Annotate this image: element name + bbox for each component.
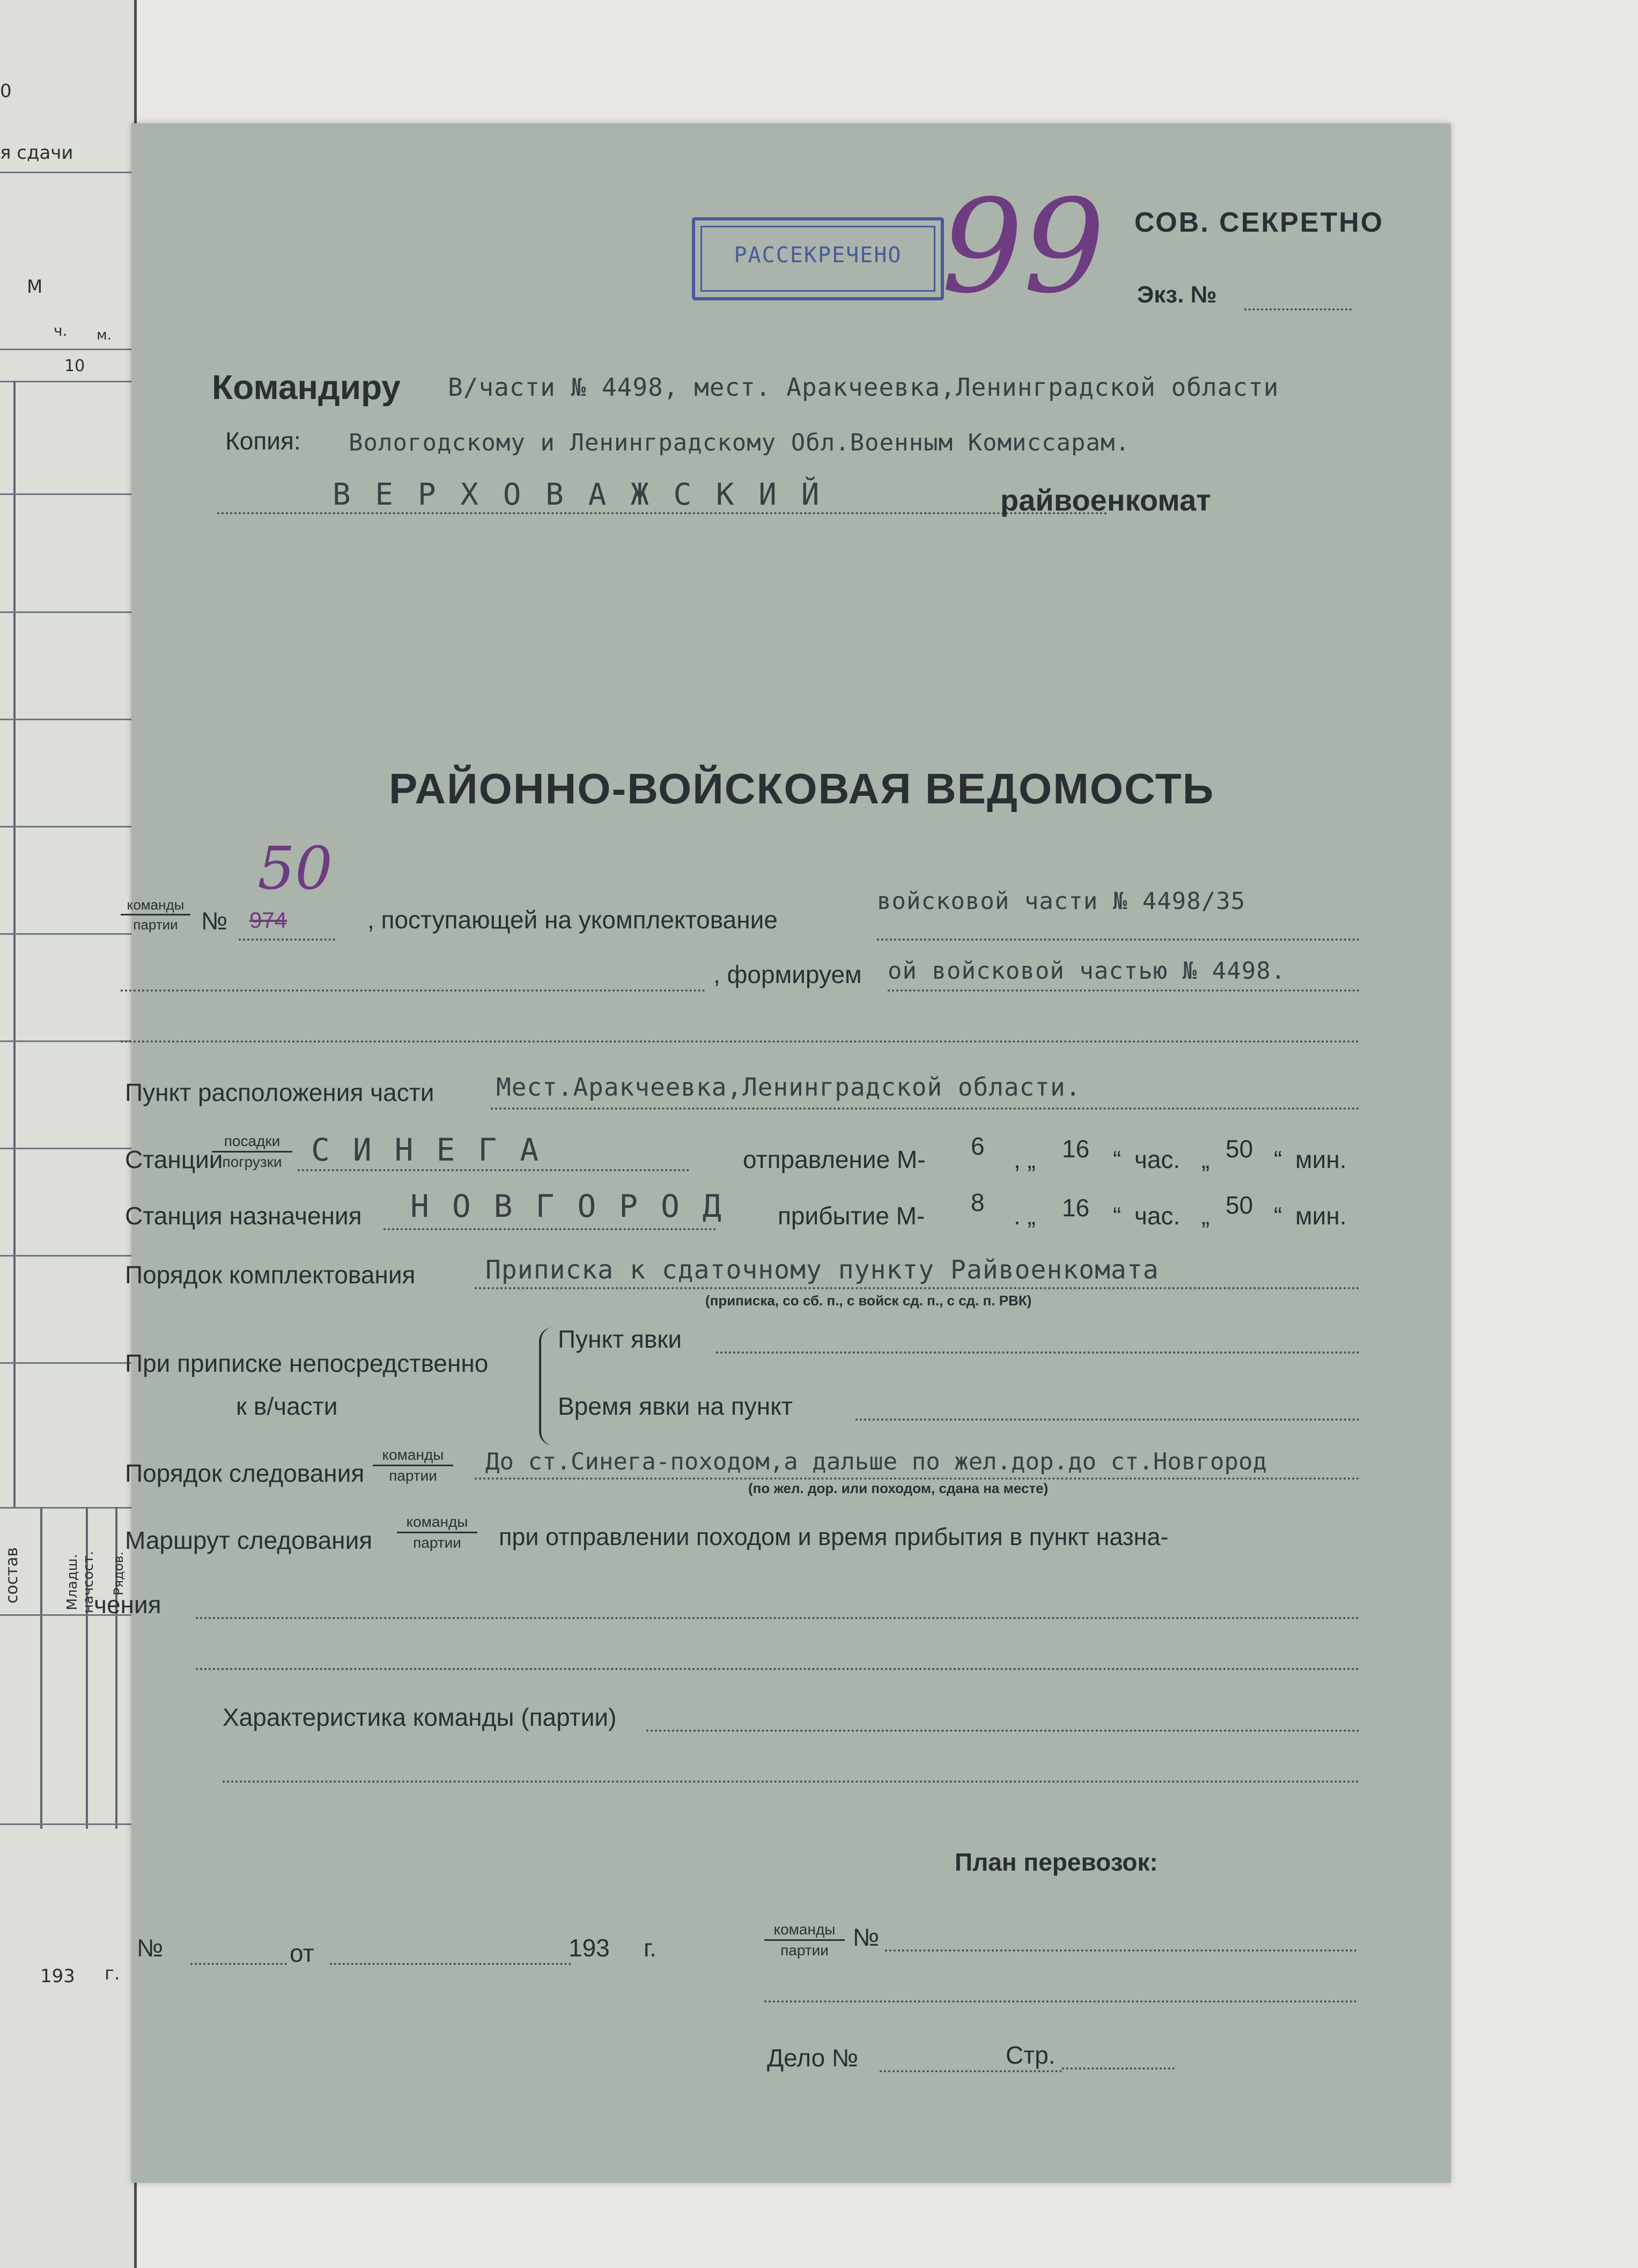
lp-rule [0, 1148, 134, 1149]
departure-month: 6 [971, 1132, 985, 1160]
route-order-label: Порядок следования [125, 1459, 365, 1487]
arrival-day: 16 [1062, 1194, 1090, 1222]
departure-hour-label: час. [1134, 1146, 1180, 1173]
page-number-label: Стр. [1006, 2041, 1056, 2069]
lp-header-junior: Младш. начсост. [64, 1550, 97, 1614]
destination-field [383, 1228, 716, 1230]
lp-header-rank: Рядов. [110, 1552, 126, 1595]
lp-rule [0, 381, 134, 382]
march-field [196, 1617, 1360, 1619]
station-frac-top: посадки [212, 1132, 292, 1153]
team-frac-bottom: партии [133, 917, 178, 933]
addressee-value: В/части № 4498, мест. Аракчеевка,Ленинградской области [448, 373, 1279, 402]
formed-field-left [121, 989, 705, 992]
lp-rule [0, 1040, 134, 1042]
office-name: В Е Р Х О В А Ж С К И Й [333, 477, 823, 512]
quote-mark: „ [1201, 1202, 1210, 1230]
route-frac-top: команды [373, 1445, 453, 1466]
plan-number-label: № [853, 1923, 880, 1951]
route-order-field [475, 1477, 1360, 1480]
lp-rule [0, 1255, 134, 1257]
quote-mark: „ [1201, 1146, 1210, 1173]
intake-label: , поступающей на укомплектование [367, 906, 778, 934]
doc-number-label: № [137, 1934, 164, 1962]
quote-mark: “ [1113, 1202, 1121, 1230]
station-frac-bottom: погрузки [222, 1154, 282, 1170]
march-field-2 [196, 1668, 1360, 1670]
route-order-value: До ст.Синега-походом,а дальше по жел.дор.до ст.Новгород [485, 1448, 1267, 1475]
lp-table-border [13, 381, 16, 1507]
document-title: РАЙОННО-ВОЙСКОВАЯ ВЕДОМОСТЬ [389, 765, 1215, 812]
characteristic-field [646, 1730, 1360, 1732]
lp-fragment-h: ч. [54, 322, 68, 339]
doc-number-field [190, 1963, 287, 1965]
destination-value: Н О В Г О Р О Д [410, 1188, 724, 1224]
intake-value: войсковой части № 4498/35 [877, 888, 1246, 915]
departure-label: отправление М- [743, 1146, 926, 1173]
route-order-hint: (по жел. дор. или походом, сдана на месте) [748, 1480, 1049, 1496]
lp-fragment-min: м. [97, 327, 112, 343]
march-label-tail: при отправлении походом и время прибытия в пункт назна- [499, 1523, 1169, 1550]
lp-rule [0, 493, 134, 495]
handwritten-archive-number: 99 [941, 172, 1105, 322]
march-frac-bottom: партии [413, 1534, 461, 1551]
copy-number-field [1244, 308, 1352, 311]
quote-mark: “ [1113, 1146, 1121, 1173]
assign-label-1: При приписке непосредственно [125, 1349, 489, 1377]
team-number-field [239, 939, 335, 941]
location-label: Пункт расположения части [125, 1078, 434, 1106]
station-field [298, 1169, 689, 1171]
lp-fragment-10: 10 [64, 357, 85, 375]
destination-label: Станция назначения [125, 1202, 362, 1230]
case-number-field [880, 2070, 1062, 2072]
doc-date-field [330, 1963, 571, 1965]
lp-rule [0, 1362, 134, 1364]
lp-rule [0, 1507, 134, 1509]
characteristic-label: Характеристика команды (партии) [223, 1703, 617, 1731]
lp-rule [0, 719, 134, 720]
plan-extra-field [764, 2000, 1357, 2003]
stamp-text: РАССЕКРЕЧЕНО [734, 243, 902, 268]
lp-rule [0, 349, 134, 350]
addressee-label: Командиру [212, 368, 401, 407]
arrival-label: прибытие М- [778, 1202, 925, 1230]
staffing-value: Приписка к сдаточному пункту Райвоенкомата [485, 1255, 1159, 1285]
quote-mark: “ [1274, 1146, 1282, 1173]
assign-point-field [716, 1351, 1360, 1354]
departure-min-label: мин. [1295, 1146, 1347, 1173]
previous-page [0, 0, 137, 2268]
assign-point-label: Пункт явки [558, 1325, 682, 1353]
lp-rule [0, 172, 134, 173]
lp-year-suffix: г. [105, 1963, 120, 1984]
arrival-month: 8 [971, 1188, 985, 1216]
page-number-field [1062, 2067, 1175, 2070]
declassified-stamp [692, 217, 944, 300]
staffing-label: Порядок комплектования [125, 1261, 416, 1289]
location-value: Мест.Аракчеевка,Ленинградской области. [496, 1073, 1081, 1102]
plan-fraction [764, 1920, 845, 1960]
copy-number-label: Экз. № [1137, 282, 1217, 308]
team-number-prefix: № [201, 907, 228, 935]
route-frac-bottom: партии [389, 1467, 437, 1484]
copy-to-value: Вологодскому и Ленинградскому Обл.Военным Комиссарам. [349, 429, 1130, 456]
station-label: Станции [125, 1146, 223, 1173]
case-number-label: Дело № [767, 2044, 859, 2072]
formed-label: , формируем [713, 961, 862, 988]
team-number-crossed: 974 [249, 907, 287, 933]
lp-year: 193 [40, 1966, 75, 1987]
plan-frac-top: команды [764, 1920, 845, 1941]
characteristic-field-2 [223, 1781, 1360, 1783]
lp-fragment-0: 0 [0, 80, 12, 102]
lp-header-composition: состав [2, 1547, 21, 1604]
lp-rule [0, 826, 134, 828]
staffing-field [475, 1287, 1360, 1289]
arrival-hour-label: час. [1134, 1202, 1180, 1230]
assign-label-2: к в/части [236, 1392, 338, 1420]
secrecy-label: СОВ. СЕКРЕТНО [1134, 207, 1384, 238]
quote-mark: . „ [1014, 1202, 1036, 1230]
doc-from-label: от [290, 1939, 314, 1967]
lp-fragment-m: М [27, 276, 43, 298]
doc-year-suffix: г. [644, 1934, 656, 1962]
lp-table-border [40, 1507, 42, 1829]
assign-time-field [855, 1419, 1360, 1421]
assign-brace [539, 1327, 553, 1445]
office-suffix: райвоенкомат [1000, 483, 1211, 517]
formed-field [888, 989, 1360, 992]
departure-min: 50 [1226, 1135, 1253, 1163]
doc-year-label: 193 [569, 1934, 610, 1962]
plan-frac-bottom: партии [780, 1942, 829, 1959]
route-fraction [373, 1445, 453, 1486]
departure-day: 16 [1062, 1135, 1090, 1163]
station-fraction [212, 1132, 292, 1172]
formed-value: ой войсковой частью № 4498. [888, 957, 1286, 985]
arrival-min-label: мин. [1295, 1202, 1347, 1230]
lp-rule [0, 933, 134, 935]
team-frac-top: команды [121, 896, 190, 915]
intake-field [877, 939, 1360, 941]
office-field [217, 512, 1108, 514]
lp-rule [0, 611, 134, 613]
lp-rule [0, 1823, 134, 1825]
arrival-min: 50 [1226, 1191, 1253, 1219]
march-fraction [397, 1512, 477, 1553]
location-field [491, 1107, 1360, 1110]
quote-mark: , „ [1014, 1146, 1036, 1173]
station-value: С И Н Е Г А [311, 1132, 541, 1168]
staffing-hint: (приписка, со сб. п., с войск сд. п., с сд. п. РВК) [705, 1292, 1032, 1309]
team-fraction [121, 896, 190, 934]
march-frac-top: команды [397, 1512, 477, 1533]
copy-to-label: Копия: [225, 427, 301, 455]
march-label-cont: чения [94, 1591, 161, 1619]
march-label: Маршрут следования [125, 1526, 373, 1554]
blank-field [121, 1040, 1360, 1043]
assign-time-label: Время явки на пункт [558, 1392, 793, 1420]
team-number-handwritten: 50 [257, 834, 333, 903]
plan-number-field [885, 1949, 1357, 1952]
plan-label: План перевозок: [955, 1848, 1158, 1876]
lp-fragment-delivery: я сдачи [0, 142, 73, 164]
quote-mark: “ [1274, 1202, 1282, 1230]
